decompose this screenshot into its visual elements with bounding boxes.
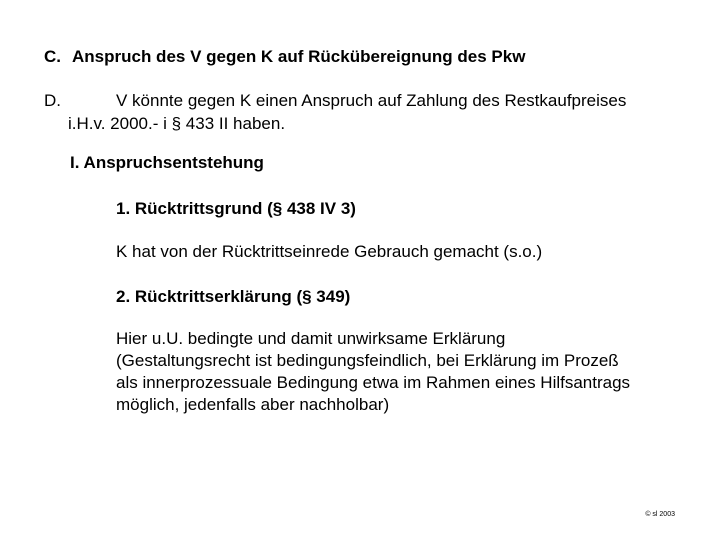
section-c-marker: C. bbox=[44, 47, 61, 66]
copyright-footer: © sl 2003 bbox=[645, 511, 675, 518]
point-2-body-line-4: möglich, jedenfalls aber nachholbar) bbox=[116, 395, 390, 414]
section-d-text-line-2: i.H.v. 2000.- i § 433 II haben. bbox=[68, 114, 286, 133]
heading-anspruchsentstehung: I. Anspruchsentstehung bbox=[70, 153, 264, 172]
point-2-heading: 2. Rücktrittserklärung (§ 349) bbox=[116, 287, 351, 306]
section-d-text-line-1: V könnte gegen K einen Anspruch auf Zahlung des Restkaufpreises bbox=[116, 91, 627, 110]
point-2-body-line-2: (Gestaltungsrecht ist bedingungsfeindlich, bei Erklärung im Prozeß bbox=[116, 351, 619, 370]
point-1-body: K hat von der Rücktrittseinrede Gebrauch gemacht (s.o.) bbox=[116, 242, 543, 261]
section-d-marker: D. bbox=[44, 91, 61, 110]
point-1-heading: 1. Rücktrittsgrund (§ 438 IV 3) bbox=[116, 199, 356, 218]
point-2-body-line-3: als innerprozessuale Bedingung etwa im Rahmen eines Hilfsantrags bbox=[116, 373, 631, 392]
section-c-title: Anspruch des V gegen K auf Rückübereignung des Pkw bbox=[72, 47, 526, 66]
point-2-body-line-1: Hier u.U. bedingte und damit unwirksame Erklärung bbox=[116, 329, 506, 348]
